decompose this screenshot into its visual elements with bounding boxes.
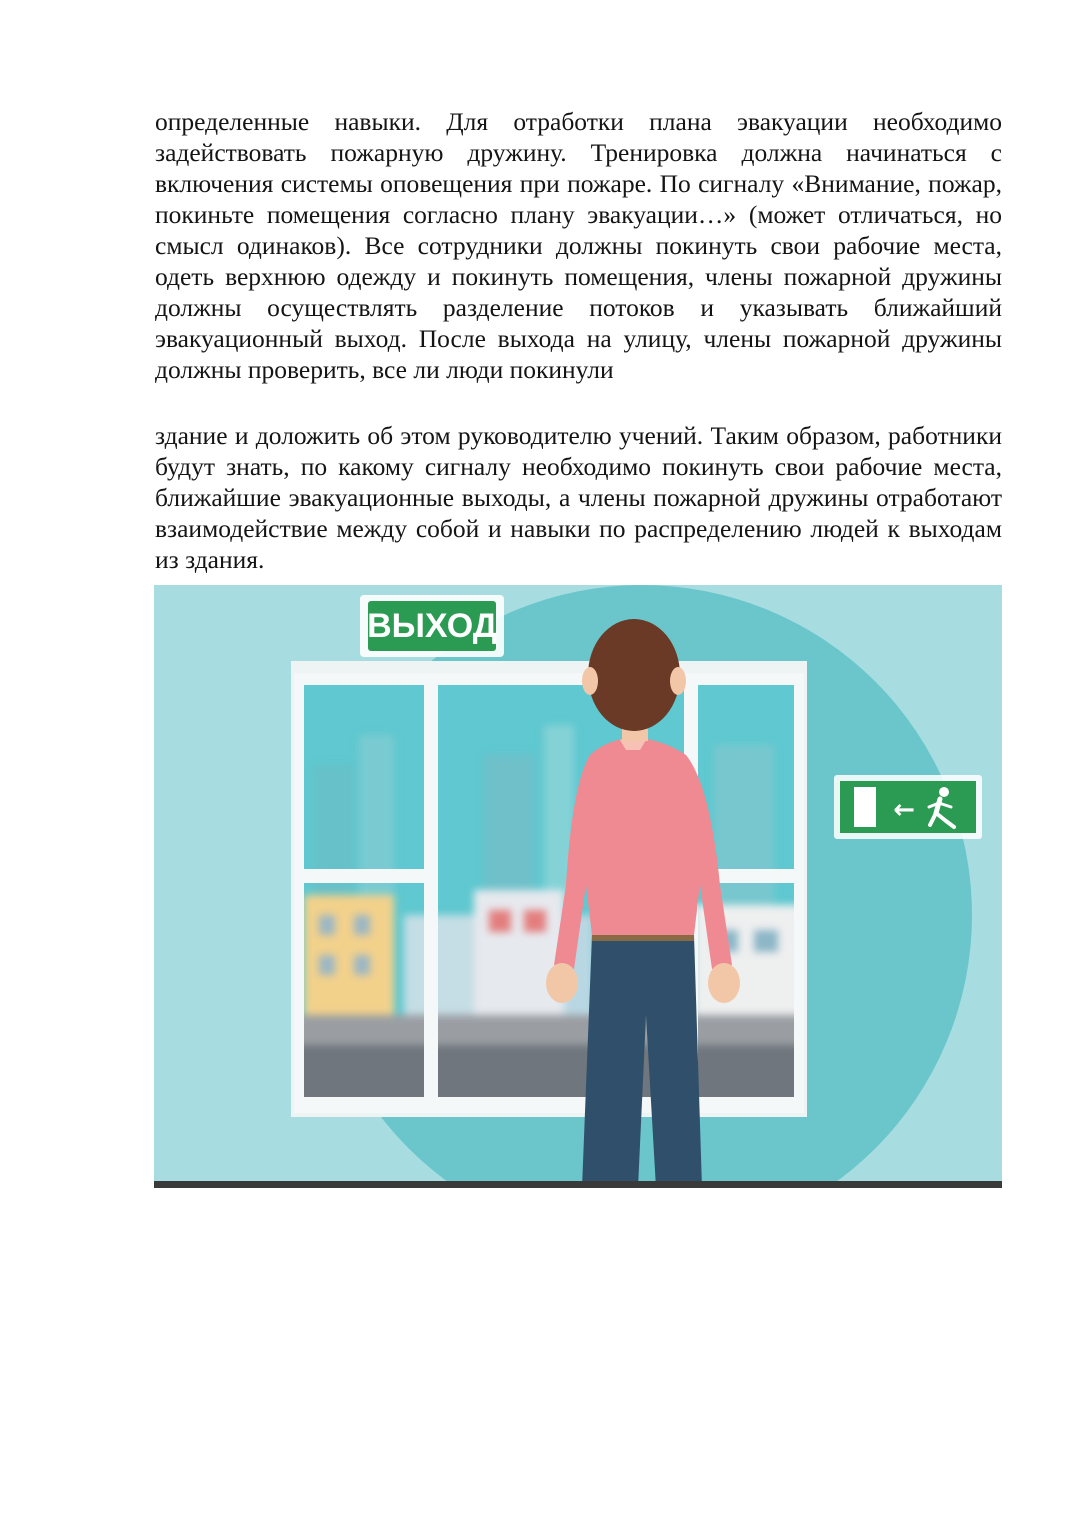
window (291, 661, 807, 1117)
arrow-left-icon: ← (893, 795, 915, 825)
exit-arrow-sign (834, 775, 982, 839)
evacuation-illustration (154, 585, 1002, 1188)
exit-sign (360, 595, 504, 657)
exit-sign-label: ВЫХОД (367, 607, 497, 645)
door-icon (854, 787, 876, 827)
hair (588, 619, 680, 731)
city-background (294, 725, 804, 1111)
body-paragraph-1: определенные навыки. Для отработки плана эвакуации необходимо задействовать пожарную дружину. Тренировка должна начинаться с включения системы оповещения при пожаре. По сигналу «Внимание, пожар, покиньте помещения согласно плану эвакуации…» (может отличаться, но смысл одинаков). Все сотрудники должны покинуть свои рабочие места, одеть верхнюю одежду и покинуть помещения, члены пожарной дружины должны осуществлять разделение потоков и указывать ближайший эвакуационный выход. После выхода на улицу, члены пожарной дружины должны проверить, все ли люди покинули (155, 107, 1002, 384)
body-paragraph-2: здание и доложить об этом руководителю учений. Таким образом, работники будут знать, по какому сигналу необходимо покинуть свои рабочие места, ближайшие эвакуационные выходы, а члены пожарной дружины отработают взаимодействие между собой и навыки по распределению людей к выходам из здания. (155, 421, 1002, 574)
